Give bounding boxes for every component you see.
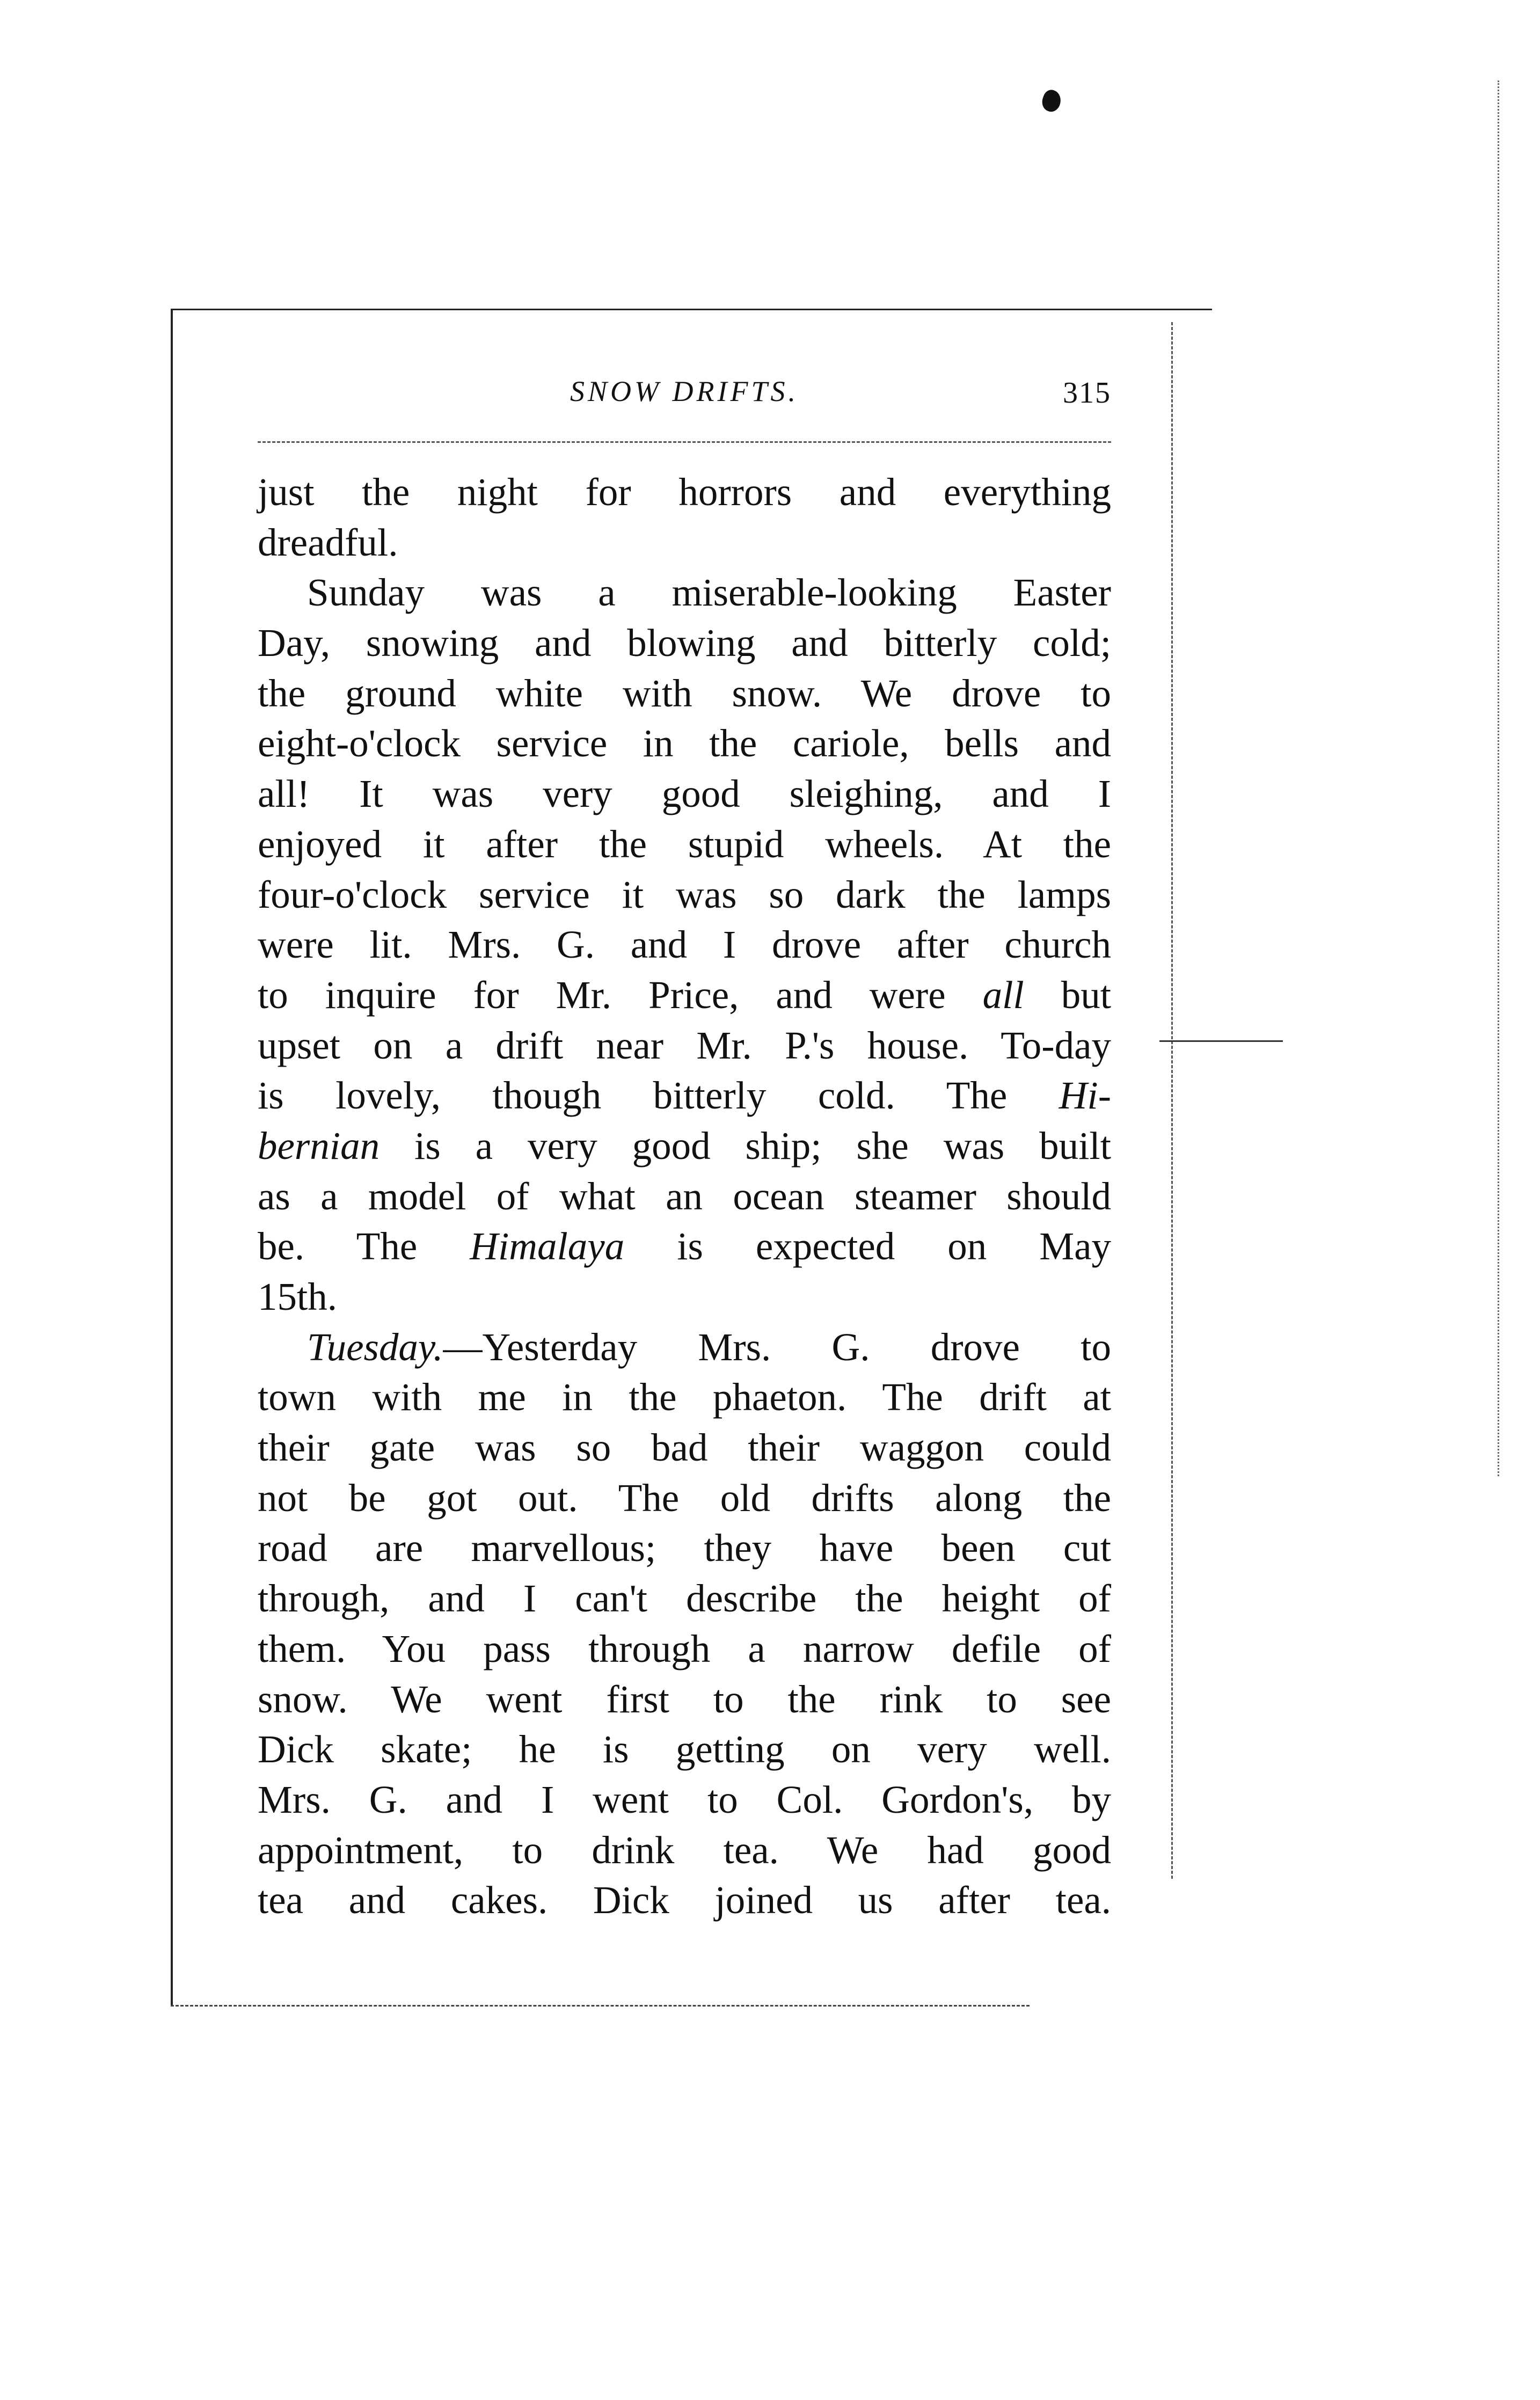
- text-line: them. You pass through a narrow defile of: [258, 1626, 1111, 1670]
- text-line: all! It was very good sleighing, and I: [258, 772, 1111, 816]
- text-line: upset on a drift near Mr. P.'s house. To-day: [258, 1023, 1111, 1067]
- scan-edge-mark: [1498, 81, 1499, 1476]
- page-frame-left-border: [171, 309, 173, 2005]
- text-line: 15th.: [258, 1275, 338, 1318]
- text-line: not be got out. The old drifts along the: [258, 1476, 1111, 1520]
- running-title: SNOW DRIFTS.: [570, 375, 799, 407]
- text-line: appointment, to drink tea. We had good: [258, 1828, 1111, 1872]
- text-line: the ground white with snow. We drove to: [258, 671, 1111, 715]
- text-line: as a model of what an ocean steamer should: [258, 1174, 1111, 1218]
- italic-emphasis: all: [982, 973, 1024, 1017]
- page-number: 315: [1063, 376, 1111, 410]
- text-line: were lit. Mrs. G. and I drove after church: [258, 923, 1111, 967]
- page-frame-top-border: [171, 309, 1212, 310]
- text-line: enjoyed it after the stupid wheels. At the: [258, 822, 1111, 866]
- text-line: tea and cakes. Dick joined us after tea.: [258, 1878, 1111, 1922]
- text-line: eight-o'clock service in the cariole, bells and: [258, 721, 1111, 765]
- day-heading: Tuesday.: [307, 1325, 443, 1369]
- text-line: bernian is a very good ship; she was built: [258, 1124, 1111, 1168]
- page-header: [258, 369, 1111, 423]
- text-line: is lovely, though bitterly cold. The Hi-: [258, 1074, 1112, 1118]
- page-frame-bottom-border: [171, 2005, 1030, 2007]
- text-line: four-o'clock service it was so dark the lamps: [258, 872, 1111, 916]
- text-line: Day, snowing and blowing and bitterly cold;: [258, 621, 1111, 665]
- text-line: Sunday was a miserable-looking Easter: [307, 571, 1111, 615]
- text-line: dreadful.: [258, 520, 398, 564]
- text-line: through, and I can't describe the height of: [258, 1577, 1111, 1621]
- ship-name: Himalaya: [470, 1224, 625, 1268]
- page-frame-right-border: [1171, 322, 1173, 1879]
- text-line: just the night for horrors and everything: [258, 470, 1111, 514]
- text-line: Tuesday.—Yesterday Mrs. G. drove to: [307, 1325, 1111, 1369]
- text-line: road are marvellous; they have been cut: [258, 1526, 1111, 1570]
- text-line: town with me in the phaeton. The drift at: [258, 1375, 1111, 1419]
- text-line: to inquire for Mr. Price, and were all but: [258, 973, 1112, 1017]
- text-line: snow. We went first to the rink to see: [258, 1677, 1111, 1721]
- margin-tick-mark: [1159, 1040, 1283, 1042]
- text-line: their gate was so bad their waggon could: [258, 1426, 1111, 1470]
- ship-name: Hi-: [1059, 1074, 1112, 1118]
- text-line: Dick skate; he is getting on very well.: [258, 1727, 1111, 1771]
- body-text: [258, 467, 1111, 1925]
- ink-blot: [1039, 87, 1064, 114]
- ship-name: bernian: [258, 1124, 380, 1168]
- text-line: be. The Himalaya is expected on May: [258, 1224, 1112, 1268]
- header-rule: [258, 441, 1111, 443]
- text-line: Mrs. G. and I went to Col. Gordon's, by: [258, 1777, 1111, 1821]
